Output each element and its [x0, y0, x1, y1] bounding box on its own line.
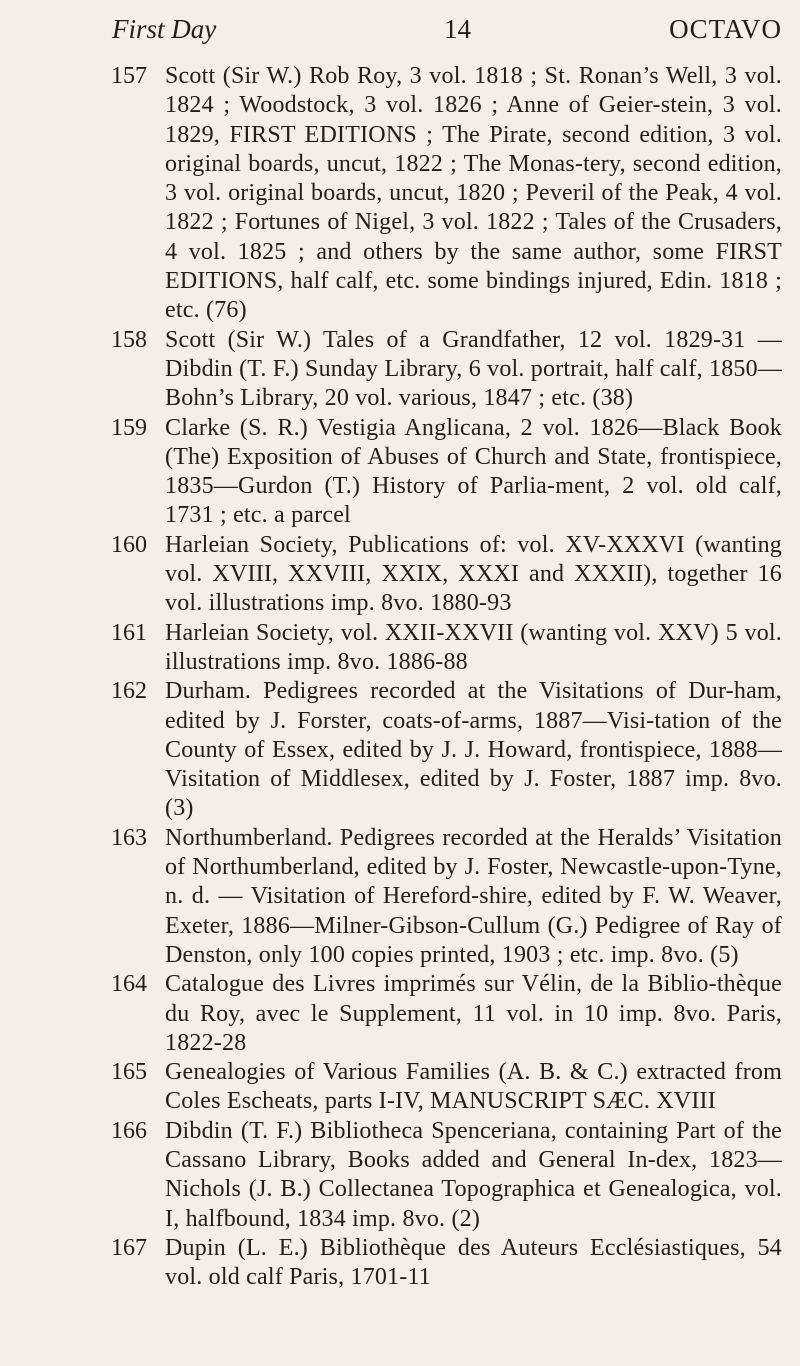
- lot-number: 164: [111, 971, 147, 998]
- lot-description: Durham. Pedigrees recorded at the Visitations of Dur-ham, edited by J. Forster, coats-of-arms, 1887—Visi-tation of the County of Essex, edited by J. J. Howard, frontispiece, 1888—Visitation of Middlesex, edited by J. Foster, 1887 imp. 8vo. (3): [165, 678, 782, 822]
- lot-entry: [0, 824, 800, 970]
- lot-number: 159: [111, 414, 147, 441]
- lot-entry: [0, 62, 800, 326]
- lot-number: 161: [111, 619, 147, 646]
- lot-entry: [0, 326, 800, 414]
- header-sale-day: First Day: [112, 14, 217, 44]
- lot-number: 162: [111, 678, 147, 705]
- lot-number: 166: [111, 1117, 147, 1144]
- lot-list: [0, 62, 800, 1292]
- page-header: [112, 14, 782, 54]
- lot-entry: [0, 1117, 800, 1234]
- lot-number: 160: [111, 531, 147, 558]
- lot-entry: [0, 1234, 800, 1293]
- page-number: 14: [444, 14, 471, 44]
- lot-description: Genealogies of Various Families (A. B. & C.) extracted from Coles Escheats, parts I-IV, MANUSCRIPT SÆC. XVIII: [165, 1059, 782, 1115]
- lot-number: 157: [111, 63, 147, 89]
- lot-entry: [0, 531, 800, 619]
- lot-description: Scott (Sir W.) Tales of a Grandfather, 12 vol. 1829-31 —Dibdin (T. F.) Sunday Library, 6 vol. portrait, half calf, 1850—Bohn’s Library, 20 vol. various, 1847 ; etc. (38): [165, 326, 782, 412]
- lot-number: 165: [111, 1059, 147, 1086]
- lot-description: Clarke (S. R.) Vestigia Anglicana, 2 vol. 1826—Black Book (The) Exposition of Abuses of Church and State, frontispiece, 1835—Gurdon (T.) History of Parlia-ment, 2 vol. old calf, 1731 ; etc. a parcel: [165, 414, 782, 529]
- lot-entry: [0, 619, 800, 678]
- lot-entry: [0, 414, 800, 531]
- lot-description: Northumberland. Pedigrees recorded at the Heralds’ Visitation of Northumberland, edited by J. Foster, Newcastle-upon-Tyne, n. d. — Visitation of Hereford-shire, edited by F. W. Weaver, Exeter, 1886—Milner-Gibson-Cullum (G.) Pedigree of Ray of Denston, only 100 copies printed, 1903 ; etc. imp. 8vo. (5): [165, 824, 782, 968]
- lot-description: Dibdin (T. F.) Bibliotheca Spenceriana, containing Part of the Cassano Library, Books added and General In-dex, 1823—Nichols (J. B.) Collectanea Topographica et Genealogica, vol. I, halfbound, 1834 imp. 8vo. (2): [165, 1117, 782, 1232]
- lot-entry: [0, 677, 800, 823]
- lot-description: Dupin (L. E.) Bibliothèque des Auteurs Ecclésiastiques, 54 vol. old calf Paris, 1701-11: [165, 1234, 782, 1291]
- lot-number: 158: [111, 326, 147, 353]
- lot-number: 163: [111, 824, 147, 851]
- lot-entry: [0, 1058, 800, 1117]
- lot-description: Harleian Society, vol. XXII-XXVII (wanting vol. XXV) 5 vol. illustrations imp. 8vo. 1886-88: [165, 619, 782, 675]
- header-format: OCTAVO: [669, 14, 782, 44]
- lot-entry: [0, 970, 800, 1058]
- lot-description: Scott (Sir W.) Rob Roy, 3 vol. 1818 ; St. Ronan’s Well, 3 vol. 1824 ; Woodstock, 3 vol. 1826 ; Anne of Geier-stein, 3 vol. 1829, FIRST EDITIONS ; The Pirate, second edition, 3 vol. original boards, uncut, 1822 ; The Monas-tery, second edition, 3 vol. original boards, uncut, 1820 ; Peveril of the Peak, 4 vol. 1822 ; Fortunes of Nigel, 3 vol. 1822 ; Tales of the Crusaders, 4 vol. 1825 ; and others by the same author, some FIRST EDITIONS, half calf, etc. some bindings injured, Edin. 1818 ; etc. (76): [165, 63, 782, 324]
- lot-description: Harleian Society, Publications of: vol. XV-XXXVI (wanting vol. XVIII, XXVIII, XXIX, XXXI and XXXII), together 16 vol. illustrations imp. 8vo. 1880-93: [165, 531, 782, 617]
- lot-description: Catalogue des Livres imprimés sur Vélin, de la Biblio-thèque du Roy, avec le Supplement, 11 vol. in 10 imp. 8vo. Paris, 1822-28: [165, 971, 782, 1056]
- lot-number: 167: [111, 1234, 147, 1261]
